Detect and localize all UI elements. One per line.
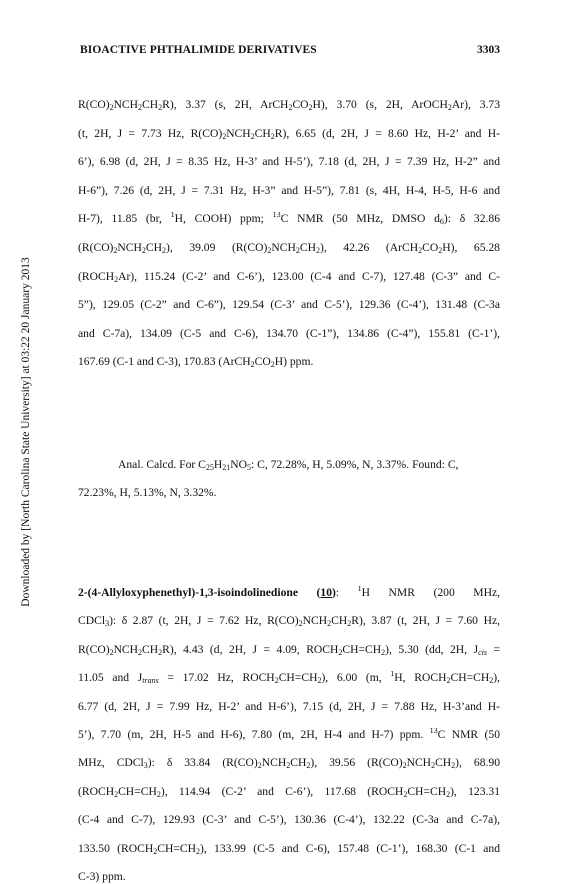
text-line: 5”), 129.05 (C-2” and C-6”), 129.54 (C-3’ and C-5’), 129.36 (C-4’), 131.48 (C-3a <box>78 298 500 312</box>
text-line: 167.69 (C-1 and C-3), 170.83 $(ArCH_2CO_2H)$ ppm. <box>78 355 314 370</box>
analysis-line-2: 72.23%, H, 5.13%, N, 3.32%. <box>78 486 217 499</box>
text-line: H-6”), 7.26 (d, 2H, J = 7.31 Hz, H-3” and H-5”), 7.81 (s, 4H, H-4, H-5, H-6 and <box>78 183 500 197</box>
text-line: $R(CO)_2NCH_2CH_2R$), 4.43 (d, 2H, J = 4.09, $ROCH_2CH=CH_2$), 5.30 (dd, 2H, $J_{cis}$ = <box>78 642 500 657</box>
compound-heading-rest: : $^1$H NMR (200 MHz, <box>335 586 500 599</box>
text-line: 133.50 $(ROCH_2CH=CH_2)$, 133.99 (C-5 and C-6), 157.48 (C-1’), 168.30 (C-1 and <box>78 841 500 856</box>
text-line: 6’), 6.98 (d, 2H, J = 8.35 Hz, H-3’ and H-5’), 7.18 (d, 2H, J = 7.39 Hz, H-2” and <box>78 155 500 169</box>
compound-heading-line: 2-(4-Allyloxyphenethyl)-1,3-isoindolinedione (10): $^1$H NMR (200 MHz, <box>78 586 500 599</box>
text-line: $(R(CO)_2NCH_2CH_2)$, 39.09 $(R(CO)_2NCH_2CH_2)$, 42.26 $(ArCH_2CO_2H)$, 65.28 <box>78 241 500 255</box>
text-line: and C-7a), 134.09 (C-5 and C-6), 134.70 (C-1”), 134.86 (C-4”), 155.81 (C-1’), <box>78 326 500 340</box>
text-line: MHz, CDCl$_3$): δ 33.84 $(R(CO)_2NCH_2CH_2)$, 39.56 $(R(CO)_2NCH_2CH_2)$, 68.90 <box>78 756 500 771</box>
text-line: $(ROCH_2CH=CH_2)$, 114.94 (C-2’ and C-6’), 117.68 $(ROCH_2CH=CH_2)$, 123.31 <box>78 784 500 799</box>
text-line: $(ROCH_2Ar)$, 115.24 (C-2’ and C-6’), 123.00 (C-4 and C-7), 127.48 (C-3” and C- <box>78 269 500 284</box>
analysis-line-1: Anal. Calcd. For $C_{25}H_{21}NO_5$: C, 72.28%, H, 5.09%, N, 3.37%. Found: C, <box>118 458 459 472</box>
text-line: CDCl$_3$): δ 2.87 (t, 2H, J = 7.62 Hz, $R(CO)_2NCH_2CH_2R$), 3.87 (t, 2H, J = 7.60 Hz, <box>78 614 500 629</box>
text-line: (C-4 and C-7), 129.93 (C-3’ and C-5’), 130.36 (C-4’), 132.22 (C-3a and C-7a), <box>78 813 500 827</box>
running-header <box>80 44 500 60</box>
text-line: 6.77 (d, 2H, J = 7.99 Hz, H-2’ and H-6’), 7.15 (d, 2H, J = 7.88 Hz, H-3’and H- <box>78 699 500 713</box>
text-line: $R(CO)_2NCH_2CH_2R$), 3.37 (s, 2H, $ArCH_2CO_2H$), 3.70 (s, 2H, ArOCH$_2$Ar), 3.73 <box>78 98 500 112</box>
text-line: 11.05 and $J_{trans} = 17.02$ Hz, $ROCH_2CH=CH_2$), 6.00 (m, $^1$H, $ROCH_2CH=CH_2$), <box>78 671 500 686</box>
compound-name: 2-(4-Allyloxyphenethyl)-1,3-isoindolinedione <box>78 586 298 599</box>
page-number: 3303 <box>477 44 500 56</box>
text-line: H-7), 11.85 (br, $^1$H, COOH) ppm; $^{13}$C NMR (50 MHz, DMSO $d_6$): δ 32.86 <box>78 212 500 227</box>
text-line: C-3) ppm. <box>78 870 126 883</box>
compound-number: 10 <box>320 586 332 599</box>
text-line: 5’), 7.70 (m, 2H, H-5 and H-6), 7.80 (m, 2H, H-4 and H-7) ppm. $^{13}$C NMR (50 <box>78 728 500 741</box>
download-watermark-text: Downloaded by [North Carolina State University] at 03:22 20 January 2013 <box>20 257 32 607</box>
running-title: BIOACTIVE PHTHALIMIDE DERIVATIVES <box>80 44 317 56</box>
text-line: (t, 2H, J = 7.73 Hz, $R(CO)_2NCH_2CH_2R$), 6.65 (d, 2H, J = 8.60 Hz, H-2’ and H- <box>78 126 500 141</box>
